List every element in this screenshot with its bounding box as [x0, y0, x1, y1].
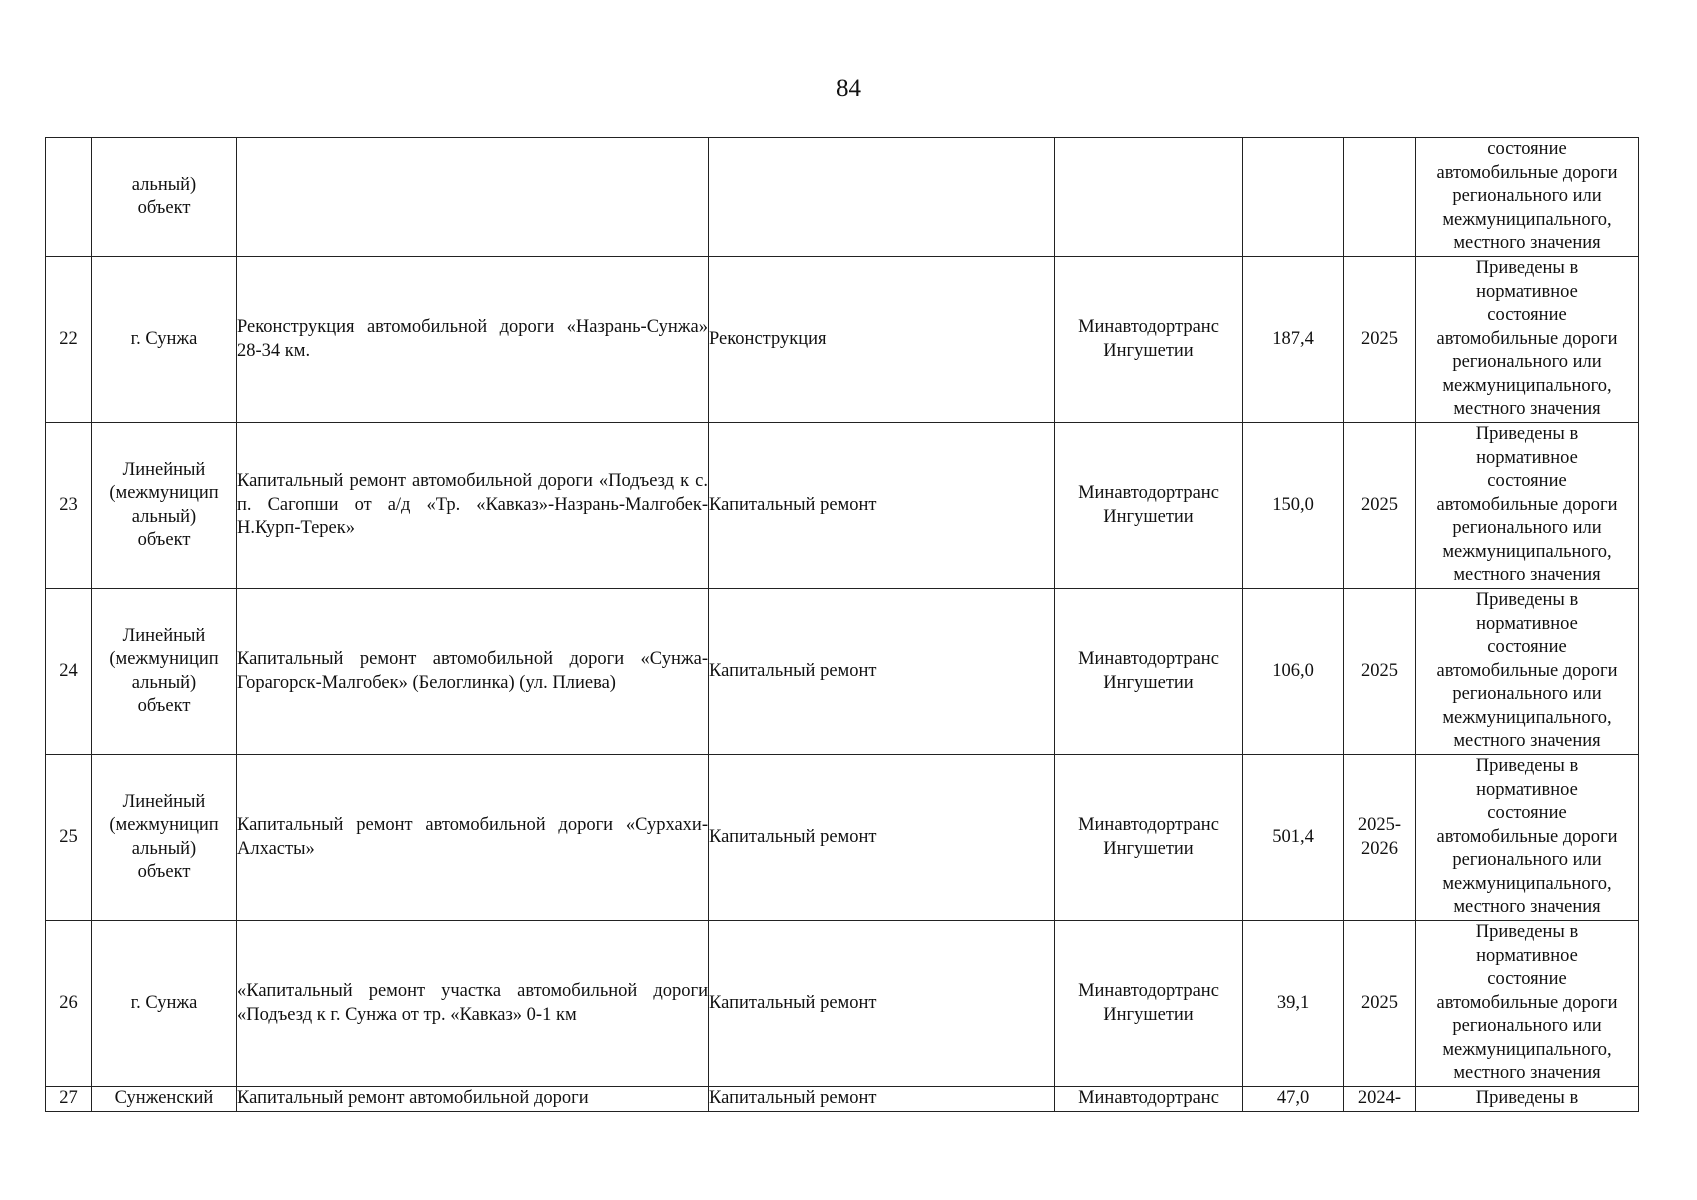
cell-number: 26 — [46, 921, 92, 1087]
cell-line: состояние — [1487, 305, 1567, 326]
cell-line: 2025 — [1361, 494, 1398, 515]
cell-line: Линейный — [122, 459, 206, 480]
cell-line: 2024- — [1357, 1088, 1402, 1108]
cell-line: местного значения — [1453, 731, 1601, 752]
cell-cost — [1243, 138, 1344, 257]
cell-line: 2025 — [1361, 328, 1398, 349]
cell-line: автомобильные дороги — [1436, 162, 1618, 183]
cell-line: межмуниципального, — [1442, 541, 1612, 562]
cell-line: регионального или — [1452, 352, 1602, 373]
cell-line: местного значения — [1453, 1063, 1601, 1084]
cell-line: местного значения — [1453, 233, 1601, 254]
cell-line: г. Сунжа — [130, 992, 198, 1013]
cell-object-type — [92, 1087, 237, 1112]
cell-work-kind: Капитальный ремонт — [709, 921, 1055, 1087]
cell-line: альный) — [131, 672, 197, 693]
cell-line: Линейный — [122, 791, 206, 812]
cell-work-kind: Капитальный ремонт — [709, 589, 1055, 755]
cell-year — [1344, 138, 1416, 257]
cell-work-kind: Реконструкция — [709, 257, 1055, 423]
cell-line: регионального или — [1452, 850, 1602, 871]
cell-line: Линейный — [122, 625, 206, 646]
cell-number — [46, 138, 92, 257]
cell-line: 2025 — [1361, 992, 1398, 1013]
cell-number: 27 — [46, 1087, 92, 1112]
cell-result — [1416, 1087, 1639, 1112]
cell-object-type — [92, 423, 237, 589]
cell-line: Ингушетии — [1103, 340, 1194, 361]
cell-line: регионального или — [1452, 684, 1602, 705]
cell-object-name: Капитальный ремонт автомобильной дороги — [237, 1087, 709, 1112]
cell-responsible — [1055, 1087, 1243, 1112]
table-row — [46, 589, 1639, 755]
cell-line: Ингушетии — [1103, 1004, 1194, 1025]
cell-object-name: Капитальный ремонт автомобильной дороги «Подъезд к с. п. Сагопши от а/д «Тр. «Кавказ»-Назрань-Малгобек-Н.Курп-Терек» — [237, 423, 709, 589]
cell-line: состояние — [1487, 969, 1567, 990]
cell-line: Ингушетии — [1103, 506, 1194, 527]
cell-line: межмуниципального, — [1442, 375, 1612, 396]
cell-line: автомобильные дороги — [1436, 494, 1618, 515]
cell-line: альный) — [131, 174, 197, 195]
cell-line: объект — [137, 696, 191, 716]
cell-result — [1416, 257, 1639, 423]
cell-line: Минавтодортранс — [1078, 1088, 1219, 1108]
cell-line: Приведены в — [1475, 756, 1579, 777]
cell-number: 23 — [46, 423, 92, 589]
cell-object-name: Реконструкция автомобильной дороги «Назрань-Сунжа» 28-34 км. — [237, 257, 709, 423]
cell-line: Приведены в — [1475, 922, 1579, 943]
cell-result — [1416, 423, 1639, 589]
table-row — [46, 755, 1639, 921]
cell-line: альный) — [131, 506, 197, 527]
cell-object-name — [237, 138, 709, 257]
cell-line: Приведены в — [1475, 424, 1579, 445]
cell-responsible — [1055, 257, 1243, 423]
cell-result — [1416, 755, 1639, 921]
cell-line: 2026 — [1361, 838, 1398, 859]
cell-object-type — [92, 257, 237, 423]
cell-year — [1344, 257, 1416, 423]
cell-line: Минавтодортранс — [1078, 649, 1219, 669]
cell-line: местного значения — [1453, 565, 1601, 586]
page-number: 84 — [836, 75, 861, 102]
cell-line: состояние — [1487, 803, 1567, 824]
cell-line: Ингушетии — [1103, 672, 1194, 693]
table-row — [46, 1087, 1639, 1112]
cell-line: объект — [137, 862, 191, 882]
cell-line: Минавтодортранс — [1078, 981, 1219, 1001]
objects-table — [45, 137, 1639, 1112]
cell-object-name: Капитальный ремонт автомобильной дороги «Сурхахи-Алхасты» — [237, 755, 709, 921]
cell-line: состояние — [1487, 471, 1567, 492]
cell-line: Приведены в — [1475, 590, 1579, 611]
cell-line: Ингушетии — [1103, 838, 1194, 859]
cell-line: объект — [137, 530, 191, 550]
cell-line: (межмуницип — [109, 483, 219, 503]
cell-object-type — [92, 755, 237, 921]
cell-result — [1416, 589, 1639, 755]
cell-line: нормативное — [1476, 613, 1578, 634]
cell-number: 24 — [46, 589, 92, 755]
cell-line: межмуниципального, — [1442, 707, 1612, 728]
cell-year — [1344, 423, 1416, 589]
cell-cost: 501,4 — [1243, 755, 1344, 921]
cell-line: межмуниципального, — [1442, 873, 1612, 894]
cell-line: 2025 — [1361, 660, 1398, 681]
table-row — [46, 138, 1639, 257]
cell-line: состояние — [1487, 139, 1567, 160]
cell-number: 25 — [46, 755, 92, 921]
cell-line: автомобильные дороги — [1436, 826, 1618, 847]
cell-work-kind: Капитальный ремонт — [709, 423, 1055, 589]
cell-line: альный) — [131, 838, 197, 859]
cell-responsible — [1055, 921, 1243, 1087]
cell-line: нормативное — [1476, 945, 1578, 966]
cell-line: состояние — [1487, 637, 1567, 658]
cell-object-type — [92, 138, 237, 257]
cell-year — [1344, 755, 1416, 921]
cell-cost: 47,0 — [1243, 1087, 1344, 1112]
cell-responsible — [1055, 138, 1243, 257]
cell-result — [1416, 921, 1639, 1087]
table-row — [46, 257, 1639, 423]
cell-line: Сунженский — [114, 1088, 214, 1108]
cell-line: автомобильные дороги — [1436, 660, 1618, 681]
cell-cost: 106,0 — [1243, 589, 1344, 755]
cell-line: нормативное — [1476, 447, 1578, 468]
cell-object-name: «Капитальный ремонт участка автомобильной дороги «Подъезд к г. Сунжа от тр. «Кавказ» 0-1 км — [237, 921, 709, 1087]
table-body — [46, 138, 1639, 1112]
cell-result — [1416, 138, 1639, 257]
cell-line: объект — [137, 198, 191, 218]
cell-line: автомобильные дороги — [1436, 992, 1618, 1013]
cell-work-kind: Капитальный ремонт — [709, 755, 1055, 921]
table-row — [46, 423, 1639, 589]
cell-responsible — [1055, 755, 1243, 921]
cell-cost: 187,4 — [1243, 257, 1344, 423]
cell-line: нормативное — [1476, 281, 1578, 302]
cell-line: г. Сунжа — [130, 328, 198, 349]
cell-line: регионального или — [1452, 186, 1602, 207]
cell-line: 2025- — [1357, 815, 1402, 835]
cell-year — [1344, 921, 1416, 1087]
cell-line: Минавтодортранс — [1078, 815, 1219, 835]
cell-cost: 39,1 — [1243, 921, 1344, 1087]
cell-object-type — [92, 921, 237, 1087]
cell-line: регионального или — [1452, 1016, 1602, 1037]
cell-line: межмуниципального, — [1442, 209, 1612, 230]
cell-object-type — [92, 589, 237, 755]
cell-year — [1344, 1087, 1416, 1112]
table-row — [46, 921, 1639, 1087]
cell-line: Минавтодортранс — [1078, 317, 1219, 337]
cell-responsible — [1055, 423, 1243, 589]
cell-line: Приведены в — [1475, 1088, 1579, 1108]
cell-cost: 150,0 — [1243, 423, 1344, 589]
cell-line: местного значения — [1453, 897, 1601, 918]
cell-number: 22 — [46, 257, 92, 423]
cell-line: (межмуницип — [109, 815, 219, 835]
cell-line: регионального или — [1452, 518, 1602, 539]
cell-work-kind — [709, 138, 1055, 257]
cell-work-kind: Капитальный ремонт — [709, 1087, 1055, 1112]
cell-line: нормативное — [1476, 779, 1578, 800]
cell-line: межмуниципального, — [1442, 1039, 1612, 1060]
cell-object-name: Капитальный ремонт автомобильной дороги «Сунжа-Горагорск-Малгобек» (Белоглинка) (ул. Плиева) — [237, 589, 709, 755]
cell-line: (межмуницип — [109, 649, 219, 669]
cell-line: Приведены в — [1475, 258, 1579, 279]
cell-line: местного значения — [1453, 399, 1601, 420]
cell-line: Минавтодортранс — [1078, 483, 1219, 503]
cell-responsible — [1055, 589, 1243, 755]
cell-year — [1344, 589, 1416, 755]
cell-line: автомобильные дороги — [1436, 328, 1618, 349]
